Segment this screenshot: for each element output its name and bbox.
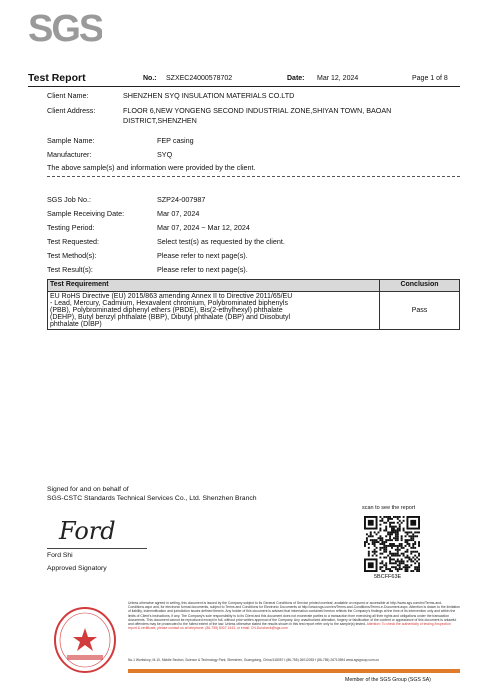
receiving-date-value: Mar 07, 2024 <box>157 209 200 218</box>
terms-fine-print <box>128 601 460 630</box>
requirement-line: phthalate (DIBP) <box>50 321 102 328</box>
job-no-value: SZP24-007987 <box>157 195 206 204</box>
requirement-line: - Lead, Mercury, Cadmium, Hexavalent chromium, Polybrominated biphenyls <box>50 300 288 307</box>
report-no-label: No.: <box>143 75 157 82</box>
client-address-line1: FLOOR 6,NEW YONGENG SECOND INDUSTRIAL ZONE,SHIYAN TOWN, BAOAN <box>123 106 392 115</box>
requirement-line: (DEHP), Butyl benzyl phthalate (BBP), Dibutyl phthalate (DBP) and Diisobutyl <box>50 314 291 321</box>
client-address-label: Client Address: <box>47 106 96 115</box>
test-requirement-table <box>47 279 460 330</box>
manufacturer-value: SYQ <box>157 150 173 159</box>
seal-star-icon <box>73 628 97 651</box>
test-method-label: Test Method(s): <box>47 251 97 260</box>
sgs-logo-text: SGS <box>28 8 102 48</box>
company-address: No.1 Workshop, M-10, Middle Section, Science & Technology Park, Shenzhen, Guangdong, China 518057 t (86-755) 26012053 f (86-755) 26710594 www.sgsgroup.com.cn <box>128 658 379 662</box>
column-header-requirement: Test Requirement <box>48 280 380 292</box>
test-result-label: Test Result(s): <box>47 265 93 274</box>
signing-company: SGS-CSTC Standards Technical Services Co., Ltd. Shenzhen Branch <box>47 495 257 502</box>
report-no-value: SZXEC24000578702 <box>166 75 233 82</box>
company-seal <box>52 605 118 675</box>
testing-period-value: Mar 07, 2024 ~ Mar 12, 2024 <box>157 223 250 232</box>
sample-name-label: Sample Name: <box>47 136 95 145</box>
receiving-date-label: Sample Receiving Date: <box>47 209 125 218</box>
member-of-sgs-group: Member of the SGS Group (SGS SA) <box>345 677 431 683</box>
test-method-value: Please refer to next page(s). <box>157 251 248 260</box>
requirement-cell <box>48 292 380 330</box>
report-title: Test Report <box>28 72 86 84</box>
testing-period-label: Testing Period: <box>47 223 95 232</box>
requirement-line: EU RoHS Directive (EU) 2015/863 amending Annex II to Directive 2011/65/EU <box>50 293 293 300</box>
sample-note: The above sample(s) and information were provided by the client. <box>47 163 256 172</box>
signatory-role: Approved Signatory <box>47 565 107 572</box>
report-date-label: Date: <box>287 75 305 82</box>
section-divider <box>47 176 460 177</box>
qr-caption: scan to see the report <box>362 505 416 511</box>
sample-name-value: FEP casing <box>157 136 194 145</box>
qr-code-id: 5BCFF63E <box>374 574 402 580</box>
terms-text: Unless otherwise agreed in writing, this document is issued by the Company subject to its General Conditions of Service printed overleaf, available on request or accessible at http://www.sgs.com/en/Terms-and-Conditions.aspx and, for electronic format documents, subject to Terms and Conditions for Electronic Documents at http://www.sgs.com/en/Terms-and-Conditions/Terms-e-Document.aspx. Attention is drawn to the limitation of liability, indemnification and jurisdiction issues defined therein. Any holder of this document is advised that information contained hereon reflects the Company's findings at the time of its intervention only and within the limits of Client's instructions, if any. The Company's sole responsibility is to its Client and this document does not exonerate parties to a transaction from exercising all their rights and obligations under the transaction documents. This document cannot be reproduced except in full, without prior written approval of the Company. Any unauthorized alteration, forgery or falsification of the content or appearance of this document is unlawful and offenders may be prosecuted to the fullest extent of the law. Unless otherwise stated the results shown in this test report refer only to the sample(s) tested. <box>128 601 460 627</box>
handwritten-signature <box>55 515 135 545</box>
table-header-row <box>48 280 460 292</box>
page-number: Page 1 of 8 <box>412 75 448 82</box>
report-date-value: Mar 12, 2024 <box>317 75 359 82</box>
client-address-line2: DISTRICT,SHENZHEN <box>123 116 197 125</box>
test-result-value: Please refer to next page(s). <box>157 265 248 274</box>
requirement-line: (PBB), Polybrominated diphenyl ethers (PBDE), Bis(2-ethylhexyl) phthalate <box>50 307 283 314</box>
manufacturer-label: Manufacturer: <box>47 150 92 159</box>
signature-line <box>47 548 147 549</box>
qr-code[interactable] <box>364 516 420 572</box>
test-requested-label: Test Requested: <box>47 237 99 246</box>
footer-bar <box>128 669 460 673</box>
client-name-label: Client Name: <box>47 91 89 100</box>
sgs-logo <box>28 8 102 48</box>
authenticity-note: Attention: To check the authenticity of testing /inspection report & certificate, please contact us at telephone: (86-755) 8307 1443, or email: CN.Doccheck@sgs.com <box>128 622 451 631</box>
test-requested-value: Select test(s) as requested by the client. <box>157 237 285 246</box>
table-row <box>48 292 460 330</box>
signatory-name: Ford Shi <box>47 552 73 559</box>
conclusion-cell: Pass <box>380 292 460 330</box>
column-header-conclusion: Conclusion <box>380 280 460 292</box>
client-name-value: SHENZHEN SYQ INSULATION MATERIALS CO.LTD <box>123 91 295 100</box>
job-no-label: SGS Job No.: <box>47 195 91 204</box>
header-divider <box>28 86 460 87</box>
signed-on-behalf: Signed for and on behalf of <box>47 486 129 493</box>
signature-text: Ford <box>59 517 116 545</box>
